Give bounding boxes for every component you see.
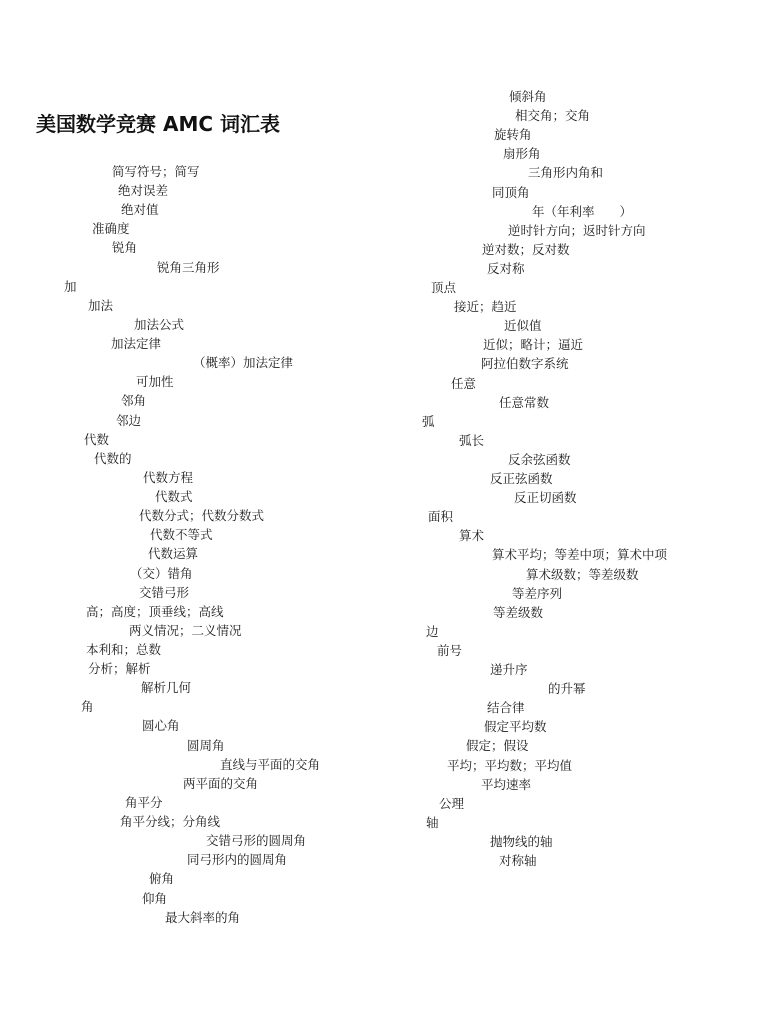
term: 俯角: [149, 871, 175, 887]
term: 的升幂: [548, 681, 586, 697]
term: 加法: [88, 297, 114, 313]
term: 接近；趋近: [454, 299, 517, 315]
term: 代数分式；代数分数式: [139, 508, 265, 524]
term: 相交角；交角: [515, 108, 591, 124]
term: 近似；略计；逼近: [483, 337, 584, 353]
term: 年（年利率 ）: [532, 203, 633, 219]
term: 算术: [459, 528, 485, 544]
term: 弧: [422, 413, 435, 429]
term: 交错弓形: [139, 584, 190, 600]
term: 代数的: [94, 450, 132, 466]
term: 边: [426, 623, 439, 639]
term: 三角形内角和: [528, 165, 604, 181]
term: 同弓形内的圆周角: [187, 852, 288, 868]
term: 反正切函数: [514, 490, 577, 506]
term: 绝对值: [121, 202, 159, 218]
term: 任意常数: [499, 394, 550, 410]
term: 平均；平均数；平均值: [447, 757, 573, 773]
term: 弧长: [459, 432, 485, 448]
term: 高；高度；顶垂线；高线: [86, 603, 224, 619]
term: 抛物线的轴: [490, 833, 553, 849]
term: 代数方程: [143, 469, 194, 485]
term: 假定平均数: [484, 719, 547, 735]
term: 逆时针方向；返时针方向: [508, 222, 646, 238]
term: 邻边: [116, 412, 142, 428]
term: 逆对数；反对数: [482, 241, 570, 257]
term: 代数式: [155, 489, 193, 505]
term: 近似值: [504, 318, 542, 334]
term: 反余弦函数: [508, 451, 571, 467]
term: 圆心角: [142, 718, 180, 734]
term: 任意: [451, 375, 477, 391]
term: 分析；解析: [88, 661, 151, 677]
term: 角平分: [125, 794, 163, 810]
term: 邻角: [121, 393, 147, 409]
term: 锐角三角形: [157, 259, 220, 275]
term: 公理: [439, 795, 465, 811]
page-title: 美国数学竞赛 AMC 词汇表: [36, 112, 280, 136]
term: 阿拉伯数字系统: [481, 356, 569, 372]
term: 顶点: [431, 280, 457, 295]
term: 可加性: [136, 374, 174, 390]
term: 加: [64, 278, 77, 294]
term: 最大斜率的角: [165, 909, 241, 925]
term: 反正弦函数: [490, 471, 553, 486]
term: 解析几何: [141, 680, 192, 696]
term: 倾斜角: [509, 89, 547, 104]
term: 前号: [437, 642, 463, 658]
term: 锐角: [112, 240, 138, 256]
term: 角平分线；分角线: [120, 814, 221, 830]
term: 简写符号；简写: [112, 164, 200, 179]
term: 准确度: [92, 221, 130, 237]
term: 递升序: [490, 662, 528, 677]
term: 交错弓形的圆周角: [206, 833, 307, 849]
term: 旋转角: [494, 127, 532, 143]
term: 角: [81, 699, 94, 715]
term: 反对称: [487, 260, 525, 276]
term: 本利和；总数: [86, 642, 162, 657]
term: 算术平均；等差中项；算术中项: [492, 547, 668, 563]
term: 对称轴: [499, 853, 537, 868]
term: 平均速率: [481, 776, 532, 792]
term: 假定；假设: [466, 738, 529, 754]
term: 加法公式: [134, 316, 185, 332]
term: 加法定律: [111, 336, 162, 352]
term: 代数: [84, 431, 110, 447]
term: 同顶角: [492, 184, 530, 200]
term: 轴: [426, 814, 439, 830]
term: 等差序列: [512, 585, 563, 601]
term: （概率）加法定律: [193, 355, 294, 371]
term: 结合律: [487, 700, 525, 716]
term: 算术级数；等差级数: [526, 566, 639, 582]
term: 绝对误差: [118, 183, 169, 199]
term: 仰角: [142, 890, 168, 906]
term: 代数运算: [148, 546, 199, 562]
term: 圆周角: [187, 737, 225, 753]
term: 代数不等式: [150, 527, 213, 543]
term: 面积: [428, 509, 454, 525]
term: （交）错角: [130, 565, 193, 581]
term: 两平面的交角: [183, 775, 259, 791]
term: 等差级数: [493, 604, 544, 620]
term: 扇形角: [503, 146, 541, 162]
term: 两义情况；二义情况: [129, 622, 242, 638]
term: 直线与平面的交角: [220, 756, 321, 772]
